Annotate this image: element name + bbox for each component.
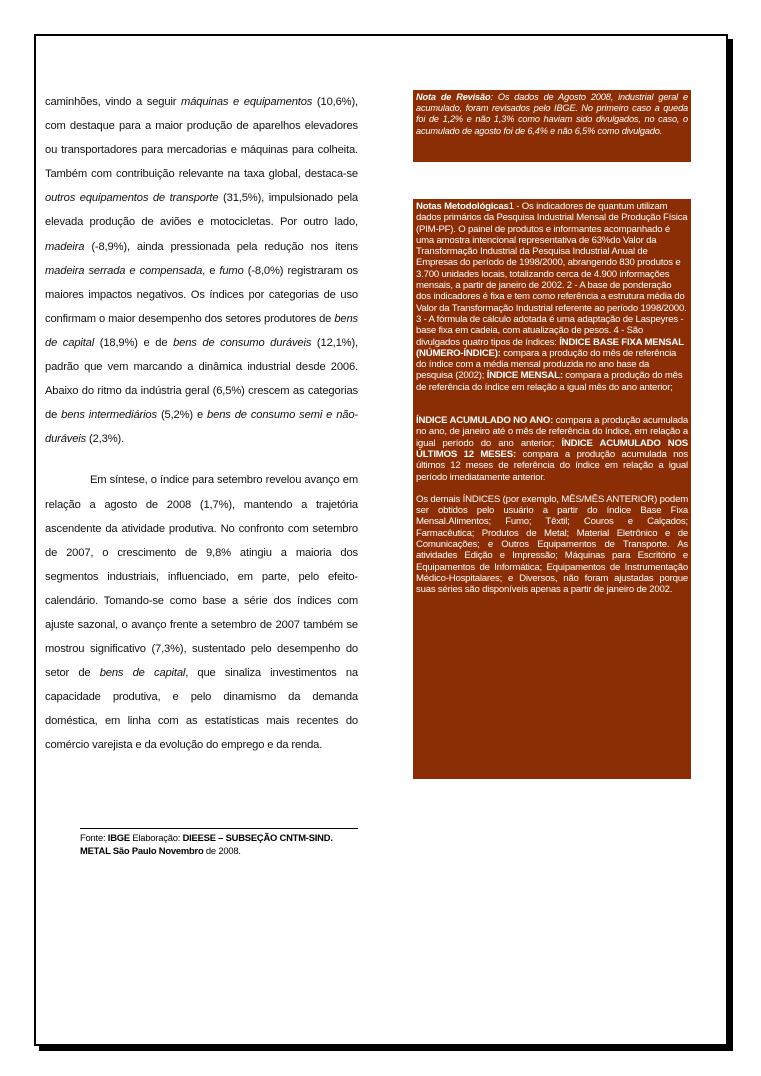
italic-term: máquinas e equipamentos (181, 96, 313, 108)
italic-term: madeira (45, 240, 85, 253)
text-run: (10,6%), com destaque para a maior produção de aparelhos elevadores ou transportadores para mercadorias e máquinas para colheita. Também com contribuição relevante na taxa global, destaca-se (45, 96, 359, 181)
paragraph-2 (45, 468, 358, 757)
text-run: (31,5%), impulsionado pela elevada produção de aviões e motocicletas. Por outro lado, (45, 192, 358, 229)
index-term: ÍNDICE MENSAL: (486, 370, 563, 382)
text-run: compara a produção acumulada no ano, de janeiro até o mês de referência do índice, em relação a igual período do ano anterior; (416, 415, 688, 449)
italic-term: bens de consumo duráveis (173, 336, 312, 349)
text-run: (5,2%) e (156, 409, 208, 422)
text-run: (18,9%) e de (94, 336, 174, 349)
methodology-title: Notas Metodológicas (416, 201, 509, 212)
text-run: , e (202, 264, 220, 277)
methodology-intro (416, 201, 688, 393)
spacer (416, 483, 688, 494)
source-footnote (80, 831, 360, 857)
italic-term: bens de capital (99, 667, 186, 680)
revision-note-text: : Os dados de Agosto 2008, industrial geral e acumulado, foram revisados pelo IBGE. No primeiro caso a queda foi de 1,2% e não 1,3% como haviam sido divulgados, no caso, o acumulado de agosto foi de 6,4% e não 6,5% como divulgado. (416, 92, 689, 136)
revision-note-box (413, 90, 691, 162)
footnote-date: de 2008. (203, 845, 241, 856)
text-run: compara a produção do mês de referência do índice com a média mensal produzida no ano base da pesquisa (2002); (416, 347, 677, 382)
paragraph-1 (45, 90, 358, 451)
spacer (416, 393, 688, 415)
footnote-divider (80, 828, 358, 829)
italic-term: bens de capital (45, 312, 358, 349)
source-value: IBGE (107, 832, 130, 843)
elaboration-label: Elaboração: (129, 832, 183, 843)
text-run: , que sinaliza investimentos na capacidade produtiva, e pelo dinamismo da demanda doméstica, em linha com as estatísticas mais recentes do comércio varejista e da evolução do emprego e da renda. (45, 667, 358, 752)
index-term: ÍNDICE ACUMULADO NO ANO: (416, 415, 554, 427)
text-run: (2,3%). (86, 433, 125, 446)
text-run: caminhões, vindo a seguir (45, 96, 182, 108)
elaboration-value: DIEESE – SUBSEÇÃO CNTM-SIND. METAL São Paulo Novembro (80, 832, 333, 856)
italic-term: fumo (219, 264, 244, 277)
index-term: ÍNDICE ACUMULADO NOS ÚLTIMOS 12 MESES: (416, 437, 688, 460)
main-text-column (45, 90, 358, 758)
text-run: (-8,0%) registraram os maiores impactos negativos. Os índices por categorias de uso confirmam o maior desempenho dos setores produtores de (45, 264, 358, 325)
methodology-other-indices: Os demais ÍNDICES (por exemplo, MÊS/MÊS ANTERIOR) podem ser obtidos pelo usuário a partir do índice Base Fixa Mensal.Alimentos; Fumo; Têxtil; Couros e Calçados; Farmacêutica; Produtos de Metal; Material Eletrônico e de Comunicações; e Outros Equipamentos de Transporte. As atividades Edição e Impressão; Máquinas para Escritório e Equipamentos de Informática; Equipamentos de Instrumentação Médico-Hospitalares; e Diversos, não foram ajustadas porque suas séries são disponíveis apenas a partir de janeiro de 2002. (416, 493, 688, 596)
methodology-notes-box (413, 199, 691, 779)
index-term: ÍNDICE BASE FIXA MENSAL (NÚMERO-ÍNDICE): (416, 336, 684, 359)
revision-note-title: Nota de Revisão (416, 92, 491, 102)
italic-term: bens de consumo semi e não-duráveis (45, 409, 359, 446)
text-run: 1 - Os indicadores de quantum utilizam dados primários da Pesquisa Industrial Mensal de Produção Física (PIM-PF). O painel de produtos e informantes acompanhado é uma amostra intencional representativa de 63%do Valor da Transformação Industrial da Pesquisa Industrial Anual de Empresas do período de 1998/2000, abrangendo 830 produtos e 3.700 unidades locais, totalizando cerca de 4.900 informações mensais, a partir de janeiro de 2002. 2 - A base de ponderação dos indicadores é fixa e tem como referência a estrutura média do Valor da Transformação Industrial referente ao período 1998/2000. 3 - A fórmula de cálculo adotada é uma adaptação de Laspeyres - base fixa em cadeia, com atualização de pesos. 4 - São divulgados quatro tipos de índices: (416, 201, 688, 348)
source-label: Fonte: (80, 832, 108, 843)
text-run: compara a produção do mês de referência do índice em relação a igual mês do ano anterior; (416, 370, 683, 393)
text-run: compara a produção acumulada nos últimos 12 meses de referência do índice em relação a igual período imediatamente anterior. (416, 448, 689, 483)
methodology-accumulated (416, 415, 688, 483)
text-run: (12,1%), padrão que vem marcando a dinâmica industrial desde 2006. Abaixo do ritmo da indústria geral (6,5%) crescem as categorias de (45, 336, 359, 422)
text-run: Em síntese, o índice para setembro revelou avanço em relação a agosto de 2008 (1,7%), mantendo a trajetória ascendente da atividade produtiva. No confronto com setembro de 2007, o crescimento de 9,8% atingiu a maioria dos segmentos industriais, influenciado, em parte, pelo efeito-calendário. Tomando-se como base a série dos índices com ajuste sazonal, o avanço frente a setembro de 2007 também se mostrou significativo (7,3%), sustentado pelo desempenho do setor de (45, 474, 358, 680)
text-run: (-8,9%), ainda pressionada pela redução nos itens (84, 240, 358, 253)
italic-term: madeira serrada e compensada (45, 264, 203, 277)
italic-term: bens intermediários (61, 409, 157, 422)
italic-term: outros equipamentos de transporte (45, 192, 219, 205)
